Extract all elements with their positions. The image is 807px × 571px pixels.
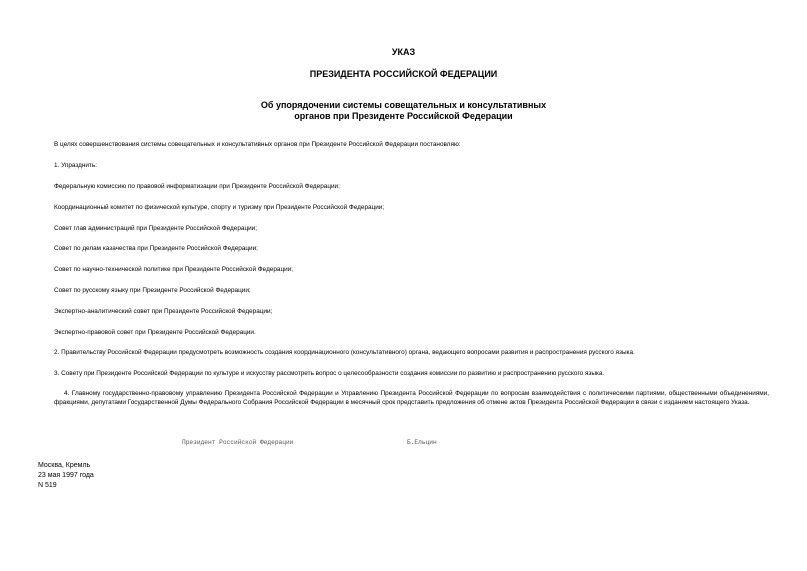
abolished-item: Экспертно-аналитический совет при Президенте Российской Федерации; xyxy=(54,308,273,315)
item-4: 4. Главному государственно-правовому управлению Президента Российской Федерации и Управлению Президента Российской Федерации по вопросам взаимодействия с политическими партиями, общественными объединениями, фракциями, депутатами Государственной Думы Федерального Собрания Российской Федерации в месячный срок представить предложения об отмене актов Президента Российской Федерации в связи с изданием настоящего Указа. xyxy=(54,390,769,406)
abolished-item: Совет глав администраций при Президенте Российской Федерации; xyxy=(54,225,258,232)
decree-subject-line-1: Об упорядочении системы совещательных и консультативных xyxy=(260,100,547,110)
item-3: 3. Совету при Президенте Российской Федерации по культуре и искусству рассмотреть вопрос о целесообразности создания комиссии по развитию и распространению русского языка. xyxy=(54,370,605,377)
decree-number: N 519 xyxy=(38,482,57,489)
preamble: В целях совершенствования системы совещательных и консультативных органов при Президенте Российской Федерации постановляю: xyxy=(54,141,461,148)
decree-subject xyxy=(0,100,807,122)
signature-name: Б.Ельцин xyxy=(407,439,437,446)
decree-title: УКАЗ xyxy=(391,47,416,57)
issue-place: Москва, Кремль xyxy=(38,462,91,469)
abolished-item: Координационный комитет по физической культуре, спорту и туризму при Президенте Российской Федерации; xyxy=(54,204,385,211)
abolished-item: Экспертно-правовой совет при Президенте Российской Федерации. xyxy=(54,329,256,336)
item-2: 2. Правительству Российской Федерации предусмотреть возможность создания координационного (консультативного) органа, ведающего вопросами развития и распространения русского языка. xyxy=(54,349,635,356)
issue-date: 23 мая 1997 года xyxy=(38,472,94,479)
abolished-item: Федеральную комиссию по правовой информатизации при Президенте Российской Федерации; xyxy=(54,183,340,190)
decree-issuer: ПРЕЗИДЕНТА РОССИЙСКОЙ ФЕДЕРАЦИИ xyxy=(309,69,498,79)
abolished-item: Совет по научно-технической политике при Президенте Российской Федерации; xyxy=(54,266,294,273)
abolished-item: Совет по делам казачества при Президенте Российской Федерации; xyxy=(54,245,258,252)
signature-position: Президент Российской Федерации xyxy=(182,439,294,446)
item-1-heading: 1. Упразднить: xyxy=(54,162,98,169)
decree-subject-line-2: органов при Президенте Российской Федерации xyxy=(294,111,513,121)
abolished-item: Совет по русскому языку при Президенте Российской Федерации; xyxy=(54,287,251,294)
